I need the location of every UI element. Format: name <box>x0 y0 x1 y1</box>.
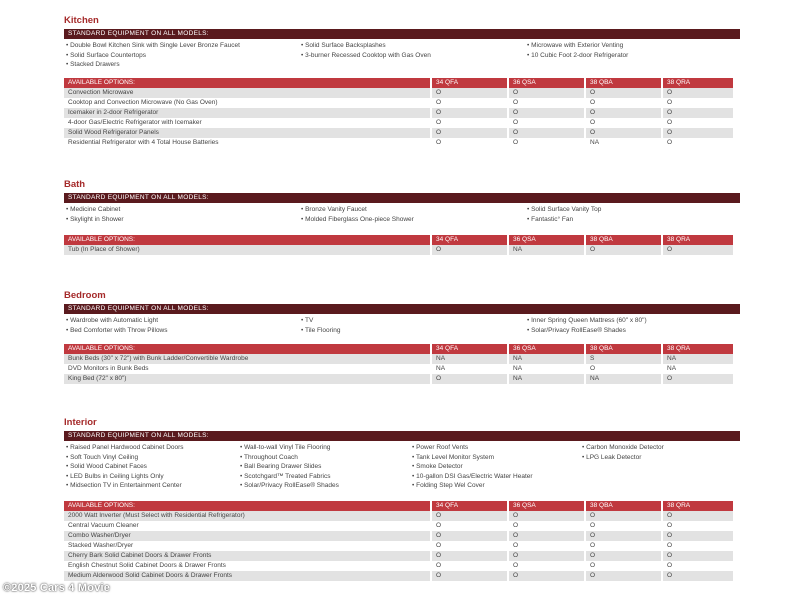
standard-item <box>66 60 120 70</box>
bullet-icon: • <box>66 453 71 461</box>
interior-options-table <box>64 501 740 581</box>
model-column-header: 38 QBA <box>586 501 661 511</box>
standard-item-label: Carbon Monoxide Detector <box>586 444 664 451</box>
option-name: King Bed (72" x 80") <box>64 374 430 384</box>
table-row <box>64 541 740 551</box>
model-column-header: 38 QRA <box>663 501 733 511</box>
bullet-icon: • <box>66 61 71 68</box>
standard-item-label: Double Bowl Kitchen Sink with Single Lever Bronze Faucet <box>70 42 240 49</box>
standard-item <box>527 316 647 326</box>
table-row <box>64 128 740 138</box>
bullet-icon: • <box>412 472 417 480</box>
standard-item <box>66 215 124 225</box>
bullet-icon: • <box>582 453 587 461</box>
table-row <box>64 571 740 581</box>
standard-item <box>412 462 463 472</box>
options-label: AVAILABLE OPTIONS: <box>64 501 430 511</box>
model-column-header: 36 QSA <box>509 344 584 354</box>
bullet-icon: • <box>66 42 71 49</box>
option-availability: O <box>436 522 442 529</box>
option-availability: O <box>509 511 584 521</box>
option-availability: NA <box>667 365 677 372</box>
standard-item <box>66 51 146 61</box>
table-row <box>64 108 740 118</box>
bullet-icon: • <box>240 463 245 470</box>
option-availability: O <box>586 531 661 541</box>
standard-item-label: Solid Wood Cabinet Faces <box>70 463 147 470</box>
standard-item-label: Tile Flooring <box>304 326 341 334</box>
table-row <box>64 551 740 561</box>
option-availability: O <box>509 551 584 561</box>
option-availability: O <box>667 119 673 126</box>
bedroom-options-table <box>64 344 740 384</box>
standard-item <box>301 316 313 326</box>
standard-item <box>527 326 626 336</box>
option-availability: O <box>513 119 519 126</box>
option-availability: O <box>513 522 519 529</box>
bedroom-title: Bedroom <box>64 290 106 301</box>
option-availability: NA <box>509 245 584 255</box>
option-availability: O <box>586 551 661 561</box>
model-column-header: 34 QFA <box>432 344 507 354</box>
option-name: Residential Refrigerator with 4 Total House Batteries <box>68 139 219 146</box>
watermark: ©2025 Cars 4 Movie <box>3 582 111 594</box>
standard-item <box>66 443 184 453</box>
bullet-icon: • <box>66 472 71 480</box>
standard-item-label: Raised Panel Hardwood Cabinet Doors <box>70 444 184 451</box>
bullet-icon: • <box>412 444 417 451</box>
bedroom-options-header <box>64 344 740 354</box>
standard-item-label: Wardrobe with Automatic Light <box>70 317 159 324</box>
option-name: Stacked Washer/Dryer <box>68 542 134 549</box>
model-column-header: 34 QFA <box>432 501 507 511</box>
bullet-icon: • <box>66 326 71 334</box>
option-name: Tub (In Place of Shower) <box>64 245 430 255</box>
option-availability: O <box>436 542 442 549</box>
bullet-icon: • <box>527 206 532 213</box>
option-availability: O <box>509 128 584 138</box>
option-availability: O <box>663 551 733 561</box>
standard-item-label: Smoke Detector <box>416 463 463 470</box>
option-availability: O <box>432 551 507 561</box>
option-availability: O <box>586 88 661 98</box>
standard-item-label: Solid Surface Vanity Top <box>531 206 602 213</box>
standard-item <box>66 453 138 463</box>
option-availability: S <box>586 354 661 364</box>
option-name: Solid Wood Refrigerator Panels <box>64 128 430 138</box>
option-availability: NA <box>509 354 584 364</box>
interior-standard-list <box>64 443 740 491</box>
model-column-header: 38 QRA <box>663 78 733 88</box>
standard-item-label: Power Roof Vents <box>416 444 469 451</box>
bullet-icon: • <box>301 51 306 59</box>
option-name: DVD Monitors in Bunk Beds <box>68 365 149 372</box>
bullet-icon: • <box>527 215 532 223</box>
bullet-icon: • <box>240 472 245 480</box>
standard-item <box>66 472 164 482</box>
option-availability: O <box>586 511 661 521</box>
option-availability: O <box>663 511 733 521</box>
option-availability: O <box>590 522 596 529</box>
standard-item-label: Folding Step Wel Cover <box>416 482 485 489</box>
option-name: Convection Microwave <box>64 88 430 98</box>
option-availability: NA <box>513 365 523 372</box>
option-availability: O <box>436 99 442 106</box>
option-availability: O <box>663 128 733 138</box>
bath-title: Bath <box>64 179 86 190</box>
bullet-icon: • <box>527 326 532 334</box>
bullet-icon: • <box>66 51 71 59</box>
standard-item-label: Midsection TV in Entertainment Center <box>70 482 182 489</box>
standard-item-label: Medicine Cabinet <box>70 206 121 213</box>
standard-item-label: Microwave with Exterior Venting <box>531 42 624 49</box>
model-column-header: 34 QFA <box>432 235 507 245</box>
interior-title: Interior <box>64 417 97 428</box>
bullet-icon: • <box>66 215 71 223</box>
model-column-header: 38 QRA <box>663 344 733 354</box>
standard-item-label: Solid Surface Countertops <box>70 51 146 59</box>
standard-item-label: LPG Leak Detector <box>586 453 642 461</box>
options-label: AVAILABLE OPTIONS: <box>64 78 430 88</box>
option-availability: O <box>432 128 507 138</box>
table-row <box>64 374 740 384</box>
standard-item-label: 3-burner Recessed Cooktop with Gas Oven <box>305 51 431 59</box>
option-availability: O <box>509 108 584 118</box>
bath-options-header <box>64 235 740 245</box>
bullet-icon: • <box>240 444 245 451</box>
table-row <box>64 364 740 374</box>
bullet-icon: • <box>240 482 245 489</box>
bath-options-table <box>64 235 740 255</box>
option-availability: NA <box>590 139 600 146</box>
option-availability: O <box>667 139 673 146</box>
option-availability: O <box>436 119 442 126</box>
standard-item-label: Solid Surface Backsplashes <box>305 42 386 49</box>
option-availability: O <box>663 571 733 581</box>
bullet-icon: • <box>582 444 587 451</box>
option-availability: O <box>663 531 733 541</box>
standard-item-label: Throughout Coach <box>243 453 298 461</box>
option-availability: O <box>590 542 596 549</box>
standard-item <box>66 481 182 491</box>
option-availability: O <box>590 119 596 126</box>
standard-item <box>301 215 414 225</box>
standard-item <box>66 326 168 336</box>
standard-item-label: 10-gallon DSI Gas/Electric Water Heater <box>416 472 533 480</box>
option-availability: O <box>663 245 733 255</box>
bedroom-standard-list <box>64 316 740 335</box>
interior-standard-header: STANDARD EQUIPMENT ON ALL MODELS: <box>64 431 740 441</box>
option-availability: O <box>513 99 519 106</box>
model-column-header: 38 QRA <box>663 235 733 245</box>
option-availability: O <box>432 511 507 521</box>
standard-item-label: TV <box>304 317 314 324</box>
bullet-icon: • <box>66 317 71 324</box>
bedroom-standard-header: STANDARD EQUIPMENT ON ALL MODELS: <box>64 304 740 314</box>
bullet-icon: • <box>412 453 416 461</box>
standard-item <box>412 443 468 453</box>
option-name: 4-door Gas/Electric Refrigerator with Icemaker <box>68 119 202 126</box>
standard-item <box>240 443 330 453</box>
option-availability: O <box>432 245 507 255</box>
standard-item <box>66 205 120 215</box>
table-row <box>64 511 740 521</box>
bullet-icon: • <box>66 482 71 489</box>
table-row <box>64 98 740 108</box>
option-availability: O <box>590 99 596 106</box>
option-availability: NA <box>436 365 446 372</box>
option-name: 2000 Watt Inverter (Must Select with Residential Refrigerator) <box>64 511 430 521</box>
table-row <box>64 531 740 541</box>
standard-item <box>582 443 664 453</box>
option-availability: NA <box>432 354 507 364</box>
standard-item-label: Molded Fiberglass One-piece Shower <box>305 215 414 223</box>
standard-item-label: 10 Cubic Foot 2-door Refrigerator <box>531 51 629 59</box>
standard-item-label: Fantastic° Fan <box>531 215 574 223</box>
option-availability: NA <box>509 374 584 384</box>
standard-item <box>412 453 494 463</box>
model-column-header: 36 QSA <box>509 235 584 245</box>
option-availability: O <box>590 365 596 372</box>
kitchen-section <box>64 15 740 146</box>
kitchen-standard-header: STANDARD EQUIPMENT ON ALL MODELS: <box>64 29 740 39</box>
standard-item <box>527 215 573 225</box>
option-name: Icemaker in 2-door Refrigerator <box>64 108 430 118</box>
bath-standard-header: STANDARD EQUIPMENT ON ALL MODELS: <box>64 193 740 203</box>
bullet-icon: • <box>412 463 417 470</box>
option-availability: O <box>513 542 519 549</box>
interior-options-header <box>64 501 740 511</box>
kitchen-options-header <box>64 78 740 88</box>
option-availability: O <box>663 108 733 118</box>
bullet-icon: • <box>301 206 306 213</box>
standard-item-label: LED Bulbs in Ceiling Lights Only <box>70 472 164 480</box>
interior-section <box>64 417 740 579</box>
option-availability: O <box>590 562 596 569</box>
standard-item-label: Wall-to-wall Vinyl Tile Flooring <box>244 444 331 451</box>
standard-item-label: Solar/Privacy RollEase® Shades <box>531 326 626 334</box>
option-availability: O <box>509 531 584 541</box>
option-availability: O <box>436 562 442 569</box>
option-name: Cherry Bark Solid Cabinet Doors & Drawer Fronts <box>64 551 430 561</box>
standard-item <box>66 316 158 326</box>
option-name: English Chestnut Solid Cabinet Doors & Drawer Fronts <box>68 562 226 569</box>
standard-item <box>66 41 240 51</box>
standard-item-label: Tank Level Monitor System <box>415 453 495 461</box>
standard-item-label: Scotchgard™ Treated Fabrics <box>244 472 331 480</box>
table-row <box>64 118 740 128</box>
option-availability: O <box>513 562 519 569</box>
model-column-header: 38 QBA <box>586 344 661 354</box>
standard-item-label: Stacked Drawers <box>70 61 120 68</box>
option-name: Combo Washer/Dryer <box>64 531 430 541</box>
option-name: Central Vacuum Cleaner <box>68 522 139 529</box>
option-availability: O <box>667 542 673 549</box>
options-label: AVAILABLE OPTIONS: <box>64 235 430 245</box>
standard-item <box>412 481 485 491</box>
option-availability: O <box>663 88 733 98</box>
option-availability: O <box>586 108 661 118</box>
model-column-header: 36 QSA <box>509 501 584 511</box>
bullet-icon: • <box>301 326 305 334</box>
bath-section <box>64 179 740 253</box>
bullet-icon: • <box>527 51 532 59</box>
model-column-header: 34 QFA <box>432 78 507 88</box>
option-availability: O <box>586 128 661 138</box>
option-availability: O <box>667 522 673 529</box>
model-column-header: 38 QBA <box>586 78 661 88</box>
option-availability: O <box>513 139 519 146</box>
option-name: Medium Alderwood Solid Cabinet Doors & Drawer Fronts <box>64 571 430 581</box>
table-row <box>64 138 740 148</box>
bullet-icon: • <box>301 42 306 49</box>
option-availability: O <box>663 374 733 384</box>
table-row <box>64 521 740 531</box>
standard-item <box>527 41 623 51</box>
bath-standard-list <box>64 205 740 224</box>
option-availability: O <box>509 571 584 581</box>
kitchen-options-table <box>64 78 740 148</box>
option-availability: NA <box>586 374 661 384</box>
standard-item-label: Bronze Vanity Faucet <box>305 206 367 213</box>
standard-item <box>582 453 641 463</box>
option-name: Cooktop and Convection Microwave (No Gas Oven) <box>68 99 218 106</box>
standard-item <box>301 326 341 336</box>
standard-item <box>301 41 386 51</box>
option-availability: O <box>432 374 507 384</box>
standard-item-label: Solar/Privacy RollEase® Shades <box>244 482 339 489</box>
option-availability: O <box>509 88 584 98</box>
option-name: Bunk Beds (30" x 72") with Bunk Ladder/Convertible Wardrobe <box>64 354 430 364</box>
bedroom-section <box>64 290 740 382</box>
option-availability: O <box>432 571 507 581</box>
bullet-icon: • <box>412 482 417 489</box>
options-label: AVAILABLE OPTIONS: <box>64 344 430 354</box>
option-availability: O <box>667 99 673 106</box>
bullet-icon: • <box>66 206 71 213</box>
standard-item <box>240 481 339 491</box>
standard-item <box>301 51 431 61</box>
bullet-icon: • <box>527 317 532 324</box>
standard-item <box>527 51 628 61</box>
bullet-icon: • <box>240 453 244 461</box>
standard-item-label: Bed Comforter with Throw Pillows <box>70 326 168 334</box>
standard-item <box>240 462 321 472</box>
table-row <box>64 88 740 98</box>
model-column-header: 38 QBA <box>586 235 661 245</box>
standard-item <box>412 472 533 482</box>
table-row <box>64 354 740 364</box>
option-availability: O <box>586 245 661 255</box>
option-availability: NA <box>663 354 733 364</box>
option-availability: O <box>432 88 507 98</box>
kitchen-title: Kitchen <box>64 15 99 26</box>
bullet-icon: • <box>301 215 306 223</box>
standard-item <box>301 205 367 215</box>
option-availability: O <box>667 562 673 569</box>
bullet-icon: • <box>527 42 532 49</box>
model-column-header: 36 QSA <box>509 78 584 88</box>
standard-item <box>240 472 330 482</box>
standard-item-label: Ball Bearing Drawer Slides <box>244 463 322 470</box>
option-availability: O <box>586 571 661 581</box>
table-row <box>64 561 740 571</box>
option-availability: O <box>436 139 442 146</box>
standard-item-label: Soft Touch Vinyl Ceiling <box>70 453 139 461</box>
standard-item <box>240 453 298 463</box>
standard-item-label: Inner Spring Queen Mattress (60" x 80") <box>531 317 647 324</box>
bullet-icon: • <box>301 317 305 324</box>
bullet-icon: • <box>66 444 71 451</box>
standard-item-label: Skylight in Shower <box>70 215 124 223</box>
standard-item <box>527 205 601 215</box>
bullet-icon: • <box>66 463 71 470</box>
table-row <box>64 245 740 255</box>
standard-item <box>66 462 147 472</box>
kitchen-standard-list <box>64 41 740 70</box>
option-availability: O <box>432 108 507 118</box>
option-availability: O <box>432 531 507 541</box>
